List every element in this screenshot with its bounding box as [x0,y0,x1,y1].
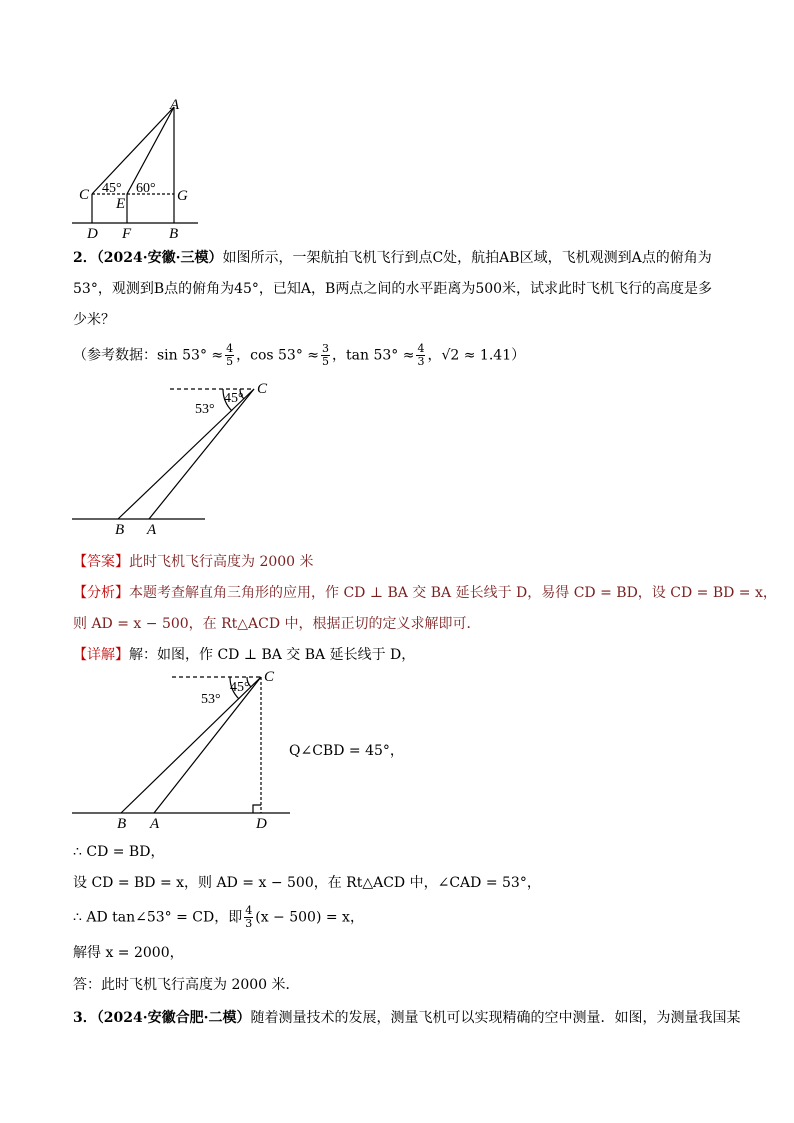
fig1-label-a: A [170,97,180,113]
problem-2-line-1 [73,248,712,268]
problem-3-source: （2024·安徽合肥·二模） [96,1010,251,1026]
ref-sqrt: ，√2 ≈ 1.41） [427,347,526,364]
figure-3 [70,665,300,835]
ref-tan-den: 3 [417,355,425,368]
fig3-label-a: A [150,816,160,832]
solution-fraction [244,905,253,930]
ref-sin: sin 53° ≈ [157,347,224,364]
fig1-label-c: C [79,187,90,203]
fig1-angle-c: 45° [102,181,122,196]
fig2-angle-53: 53° [195,402,215,417]
analysis-text-1: 本题考查解直角三角形的应用，作 CD ⊥ BA 交 BA 延长线于 D，易得 CD = BD，设 CD = BD = x， [129,585,777,601]
fig1-label-f: F [122,226,132,242]
ref-tan-num: 4 [417,342,425,355]
problem-2-text-1: 如图所示，一架航拍飞机飞行到点C处，航拍AB区域，飞机观测到A点的俯角为 [222,250,712,266]
analysis-tag: 【分析】 [73,585,129,601]
problem-3-line-1 [73,1008,740,1028]
detail-line-1 [73,645,415,665]
fig1-label-g: G [177,188,188,204]
problem-3-text: 随着测量技术的发展，测量飞机可以实现精确的空中测量．如图，为测量我国某 [250,1010,741,1026]
solution-fraction-num: 4 [245,904,253,917]
solution-step-5: 答：此时飞机飞行高度为 2000 米． [73,977,300,993]
figure-1 [70,95,200,240]
ref-sin-den: 5 [226,355,234,368]
problem-2-number: 2． [73,250,97,266]
fig2-label-c: C [257,381,268,397]
fig1-angle-e: 60° [136,181,156,196]
solution-step-4: 解得 x = 2000， [73,945,184,961]
ref-cos: ，cos 53° ≈ [236,347,320,364]
fig3-label-d: D [256,816,267,832]
solution-step-3a: ∴ AD tan∠53° = CD，即 [73,909,243,926]
fig2-label-b: B [115,522,125,538]
reference-data [73,343,525,368]
figure-2 [70,375,270,540]
problem-2-text-3: 少米？ [73,312,115,328]
fig3-angle-45: 45° [230,680,250,695]
fig3-label-b: B [117,816,127,832]
analysis-text-2: 则 AD = x − 500，在 Rt△ACD 中，根据正切的定义求解即可． [73,616,481,632]
ref-tan: ，tan 53° ≈ [332,347,415,364]
fig3-side-note: Q∠CBD = 45°， [289,743,404,759]
fig3-label-c: C [264,669,275,685]
answer-text: 此时飞机飞行高度为 2000 米 [129,554,314,570]
problem-2-text-2: 53°，观测到B点的俯角为45°，已知A，B两点之间的水平距离为500米，试求此时飞机飞行的高度是多 [73,281,713,297]
ref-cos-num: 3 [322,342,330,355]
ref-sin-fraction [225,343,234,368]
fig2-label-a: A [147,522,157,538]
solution-step-3b: (x − 500) = x， [255,909,364,926]
ref-sin-num: 4 [226,342,234,355]
answer-tag: 【答案】 [73,554,129,570]
ref-tan-fraction [416,343,425,368]
ref-cos-fraction [321,343,330,368]
solution-step-1: ∴ CD = BD， [73,844,165,860]
fig2-angle-45: 45° [224,391,244,406]
answer [73,552,314,572]
analysis-line-1 [73,583,777,603]
fig1-label-b: B [169,226,179,242]
fig3-angle-53: 53° [201,692,221,707]
problem-2-source: （2024·安徽·三模） [96,250,223,266]
solution-step-3 [73,905,364,930]
ref-prefix: （参考数据： [73,347,157,364]
solution-step-2: 设 CD = BD = x，则 AD = x − 500，在 Rt△ACD 中，∠CAD = 53°， [73,875,541,891]
solution-fraction-den: 3 [245,917,253,930]
detail-tag: 【详解】 [73,647,129,663]
ref-cos-den: 5 [322,355,330,368]
fig1-label-e: E [116,196,126,212]
problem-3-number: 3． [73,1010,97,1026]
detail-text-1: 解：如图，作 CD ⊥ BA 交 BA 延长线于 D， [129,647,416,663]
fig1-label-d: D [87,226,98,242]
